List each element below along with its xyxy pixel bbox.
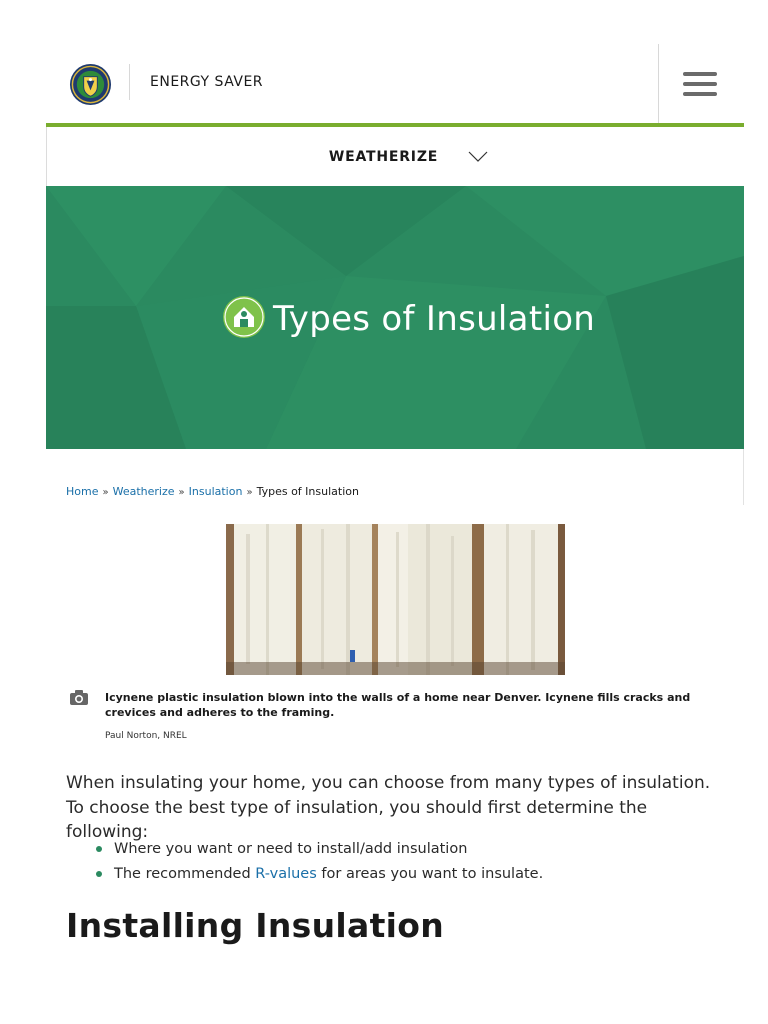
menu-bar [683, 82, 717, 86]
menu-divider [658, 44, 659, 124]
breadcrumb [66, 485, 359, 498]
site-header [46, 44, 744, 124]
breadcrumb-separator: » [178, 487, 185, 498]
list-item: Where you want or need to install/add insulation [96, 837, 716, 862]
insulation-photo [226, 524, 565, 675]
hamburger-menu-icon[interactable] [678, 66, 722, 102]
bullet-list [96, 837, 716, 887]
camera-icon [69, 689, 89, 706]
section-nav-dropdown[interactable] [46, 127, 744, 186]
chevron-down-icon [468, 151, 488, 163]
breadcrumb-weatherize[interactable]: Weatherize [112, 485, 175, 498]
list-item [96, 862, 716, 887]
section-nav-label: WEATHERIZE [328, 148, 439, 165]
header-divider [129, 64, 130, 100]
list-item-text: The recommended [114, 866, 256, 882]
house-lightbulb-icon [222, 295, 266, 339]
list-item-text: for areas you want to insulate. [316, 866, 544, 882]
breadcrumb-separator: » [102, 487, 109, 498]
section-heading: Installing Insulation [66, 906, 445, 945]
photo-caption: Icynene plastic insulation blown into the walls of a home near Denver. Icynene fills cracks and crevices and adheres to the framing. [105, 691, 691, 719]
breadcrumb-home[interactable]: Home [66, 485, 99, 498]
content-border [743, 449, 744, 505]
intro-paragraph: When insulating your home, you can choose from many types of insulation. To choose the best type of insulation, you should first determine the following: [66, 773, 711, 842]
photo-credit: Paul Norton, NREL [105, 731, 187, 741]
breadcrumb-current: Types of Insulation [256, 485, 359, 498]
breadcrumb-separator: » [246, 487, 253, 498]
menu-bar [683, 92, 717, 96]
doe-seal-icon[interactable] [69, 63, 112, 106]
breadcrumb-insulation[interactable]: Insulation [188, 485, 243, 498]
r-values-link[interactable]: R-values [255, 866, 317, 882]
menu-bar [683, 72, 717, 76]
hero-banner [46, 186, 744, 449]
site-name-link[interactable]: ENERGY SAVER [150, 74, 264, 90]
page-title: Types of Insulation [273, 299, 596, 339]
